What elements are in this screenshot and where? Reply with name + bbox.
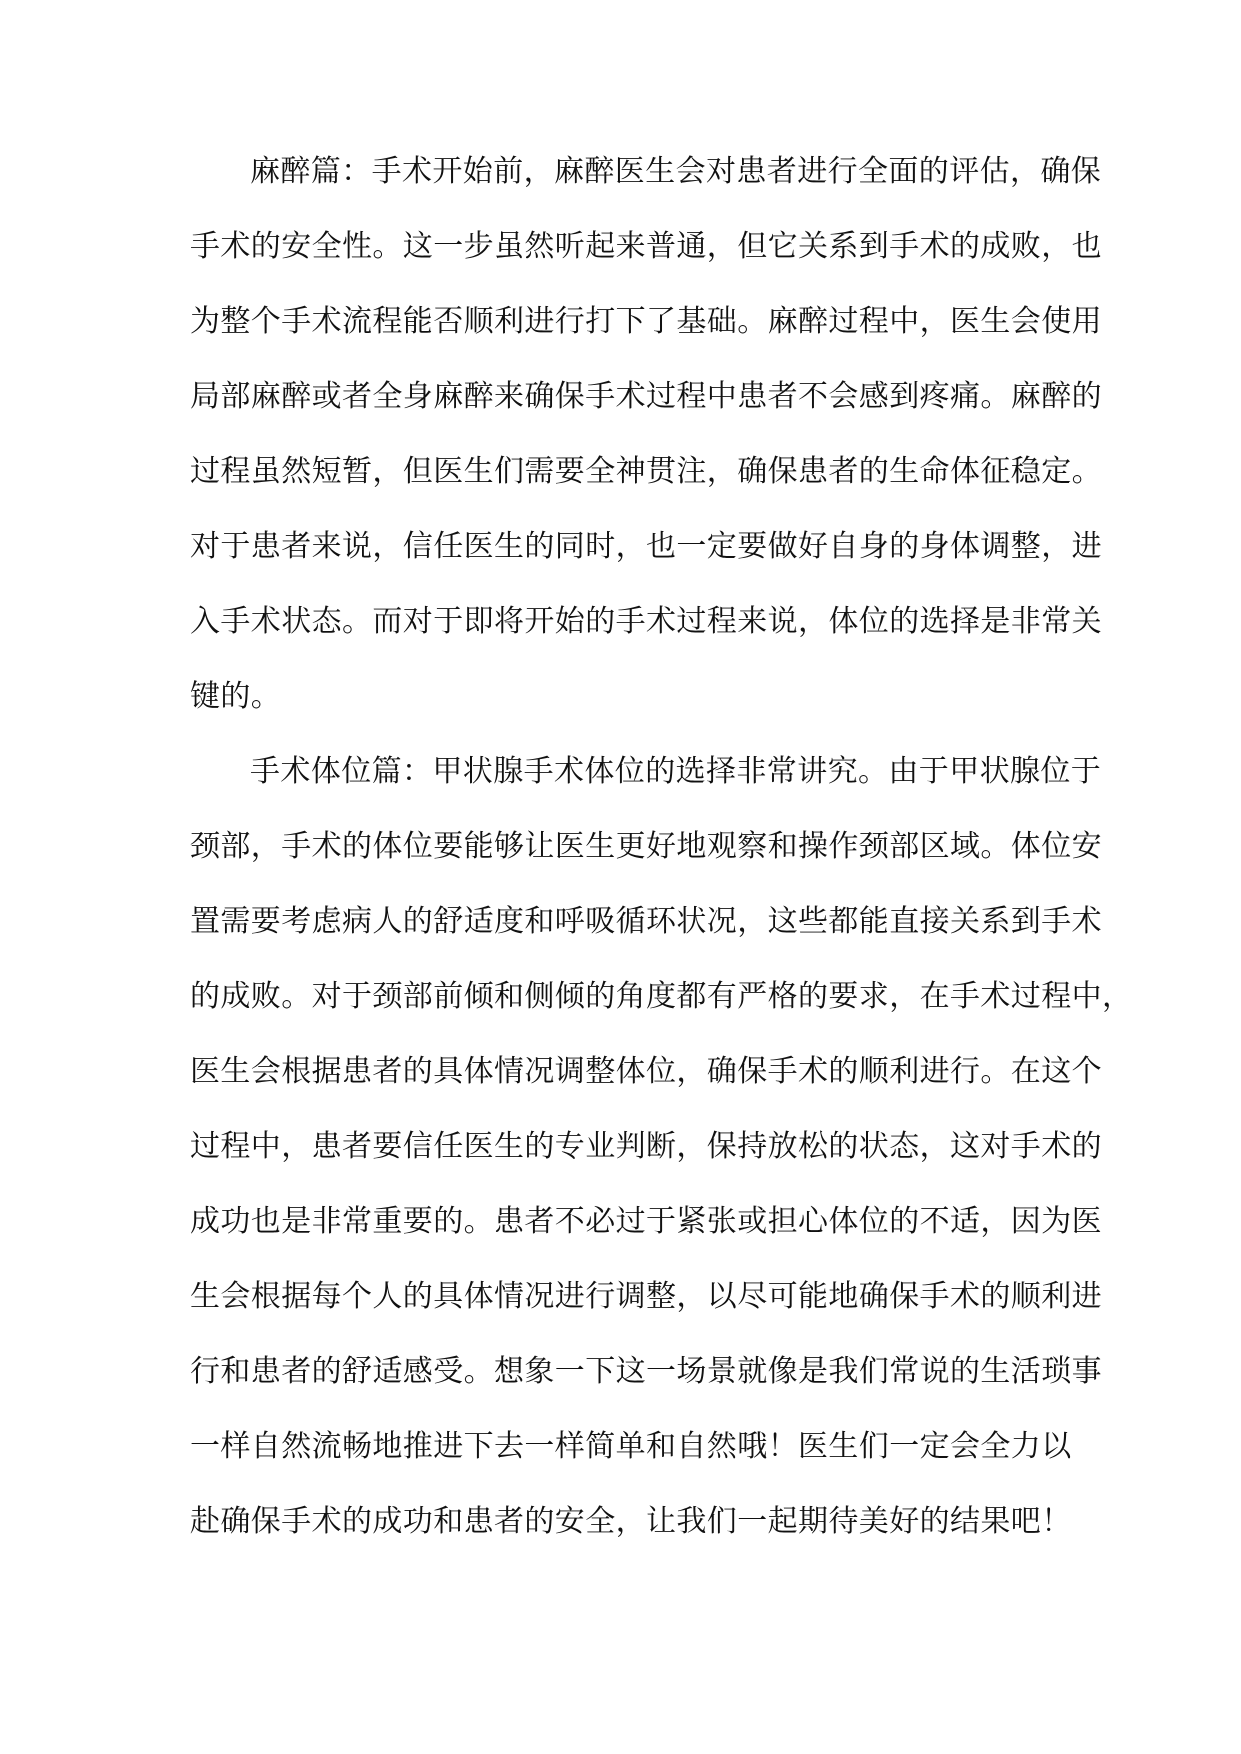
paragraph-line: 过程虽然短暂，但医生们需要全神贯注，确保患者的生命体征稳定。 [190, 454, 1102, 489]
paragraph-line: 生会根据每个人的具体情况进行调整，以尽可能地确保手术的顺利进 [190, 1279, 1102, 1314]
paragraph-line: 医生会根据患者的具体情况调整体位，确保手术的顺利进行。在这个 [190, 1054, 1102, 1089]
paragraph-line: 置需要考虑病人的舒适度和呼吸循环状况，这些都能直接关系到手术 [190, 904, 1102, 939]
paragraph-line: 赴确保手术的成功和患者的安全，让我们一起期待美好的结果吧！ [190, 1504, 1072, 1539]
paragraph-line: 入手术状态。而对于即将开始的手术过程来说，体位的选择是非常关 [190, 604, 1102, 639]
paragraph-line: 行和患者的舒适感受。想象一下这一场景就像是我们常说的生活琐事 [190, 1354, 1102, 1389]
paragraph-anesthesia [190, 140, 1102, 740]
paragraph-line: 手术体位篇：甲状腺手术体位的选择非常讲究。由于甲状腺位于 [250, 754, 1102, 789]
paragraph-line: 局部麻醉或者全身麻醉来确保手术过程中患者不会感到疼痛。麻醉的 [190, 379, 1102, 414]
paragraph-line: 过程中，患者要信任医生的专业判断，保持放松的状态，这对手术的 [190, 1129, 1102, 1164]
paragraph-line: 手术的安全性。这一步虽然听起来普通，但它关系到手术的成败，也 [190, 229, 1102, 264]
paragraph-line: 麻醉篇：手术开始前，麻醉医生会对患者进行全面的评估，确保 [250, 154, 1102, 189]
paragraph-line: 成功也是非常重要的。患者不必过于紧张或担心体位的不适，因为医 [190, 1204, 1102, 1239]
paragraph-line: 的成败。对于颈部前倾和侧倾的角度都有严格的要求，在手术过程中， [190, 979, 1133, 1014]
paragraph-line: 键的。 [190, 679, 282, 714]
paragraph-line: 为整个手术流程能否顺利进行打下了基础。麻醉过程中，医生会使用 [190, 304, 1102, 339]
paragraph-surgical-position [190, 740, 1133, 1565]
document-body [190, 140, 1133, 1565]
paragraph-line: 颈部，手术的体位要能够让医生更好地观察和操作颈部区域。体位安 [190, 829, 1102, 864]
paragraph-line: 对于患者来说，信任医生的同时，也一定要做好自身的身体调整，进 [190, 529, 1102, 564]
paragraph-line: 一样自然流畅地推进下去一样简单和自然哦！医生们一定会全力以 [190, 1429, 1072, 1464]
